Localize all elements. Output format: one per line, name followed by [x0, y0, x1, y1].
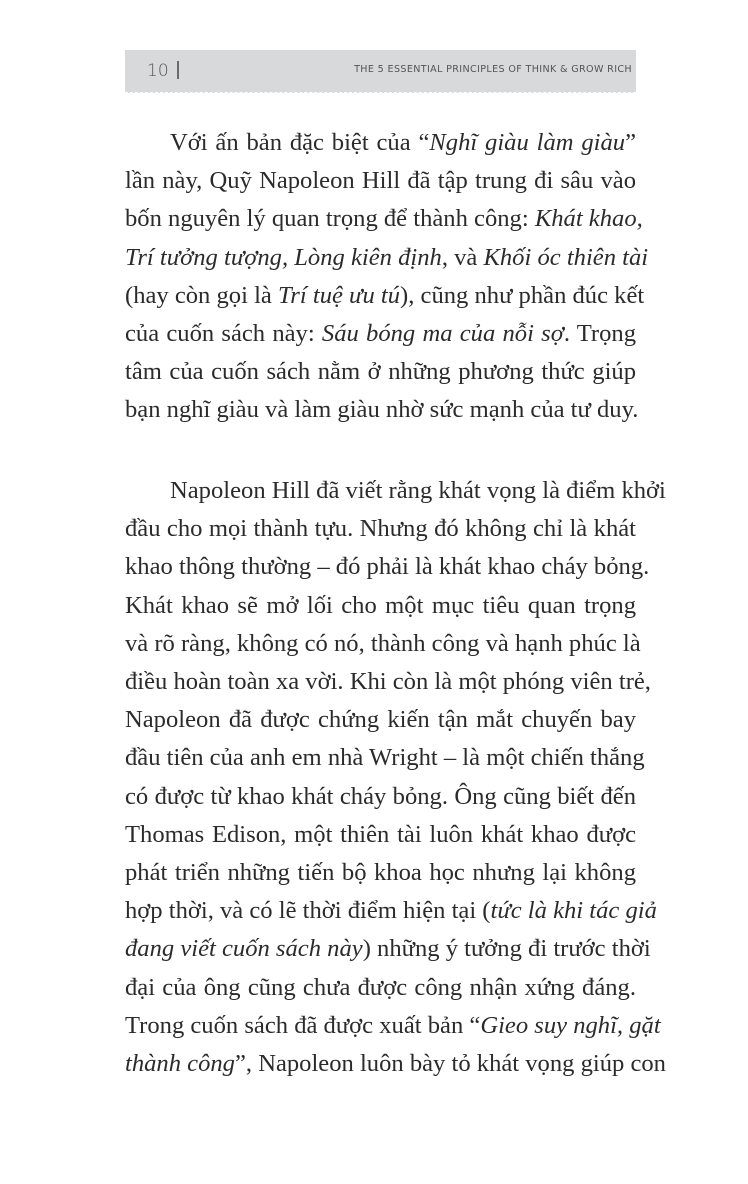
text-line — [125, 739, 645, 777]
text-line — [125, 239, 649, 277]
text-line — [125, 969, 636, 1007]
text-run: đại của ông cũng chưa được công nhận xứng đáng. — [125, 973, 636, 1001]
text-run: ) những ý tưởng đi trước thời — [362, 935, 651, 963]
text-run: (hay còn gọi là — [125, 281, 278, 309]
text-run: Khát khao sẽ mở lối cho một mục tiêu quan trọng — [125, 591, 636, 619]
text-line — [125, 854, 636, 892]
text-line — [125, 548, 650, 586]
text-run: đầu tiên của anh em nhà Wright – là một chiến thắng — [125, 744, 645, 772]
page-number: 10 — [147, 61, 169, 81]
text-line — [125, 625, 641, 663]
text-run: bốn nguyên lý quan trọng để thành công: — [125, 205, 535, 233]
text-run: phát triển những tiến bộ khoa học nhưng lại không — [125, 859, 636, 886]
text-line — [125, 391, 639, 429]
text-run: tâm của cuốn sách nằm ở những phương thức giúp — [125, 358, 636, 386]
text-run: khao thông thường – đó phải là khát khao cháy bỏng. — [125, 553, 650, 581]
italic-text: thành công — [125, 1050, 235, 1077]
italic-text: đang viết cuốn sách này — [125, 935, 363, 963]
text-run: Napoleon Hill đã viết rằng khát vọng là điểm khởi — [170, 477, 666, 504]
text-run: và rõ ràng, không có nó, thành công và hạnh phúc là — [125, 629, 641, 657]
text-run: . Trọng — [563, 320, 637, 347]
text-line — [125, 778, 636, 816]
text-run: ”, Napoleon luôn bày tỏ khát vọng giúp con — [234, 1050, 666, 1077]
text-run: ), cũng như phần đúc kết — [400, 281, 645, 309]
text-run: hợp thời, và có lẽ thời điểm hiện tại ( — [125, 897, 491, 925]
text-line — [125, 587, 636, 625]
text-run: điều hoàn toàn xa vời. Khi còn là một phóng viên trẻ, — [125, 668, 651, 695]
italic-text: Khát khao, — [534, 205, 643, 233]
text-line — [170, 124, 636, 162]
italic-text: Gieo suy nghĩ, gặt — [480, 1011, 661, 1039]
text-line — [125, 510, 636, 548]
text-line — [125, 701, 636, 739]
text-line — [125, 315, 636, 353]
running-header — [125, 50, 636, 93]
text-run: Napoleon đã được chứng kiến tận mắt chuyến bay — [125, 706, 636, 734]
text-line — [170, 472, 666, 510]
text-line — [125, 930, 651, 968]
italic-text: tức là khi tác giả — [490, 897, 657, 925]
text-line — [125, 162, 636, 200]
book-title: THE 5 ESSENTIAL PRINCIPLES OF THINK & GROW RICH — [354, 64, 632, 75]
text-line — [125, 663, 651, 701]
text-line — [125, 892, 657, 930]
text-line — [125, 1007, 661, 1045]
text-run: Thomas Edison, một thiên tài luôn khát khao được — [125, 820, 636, 848]
italic-text: Sáu bóng ma của nỗi sợ — [321, 320, 564, 347]
italic-text: Nghĩ giàu làm giàu — [429, 129, 626, 156]
text-run: lần này, Quỹ Napoleon Hill đã tập trung đi sâu vào — [125, 167, 636, 195]
text-line — [125, 1045, 666, 1083]
header-divider — [177, 61, 179, 79]
text-line — [125, 277, 645, 315]
text-run: đầu cho mọi thành tựu. Nhưng đó không chỉ là khát — [125, 515, 636, 543]
text-line — [125, 353, 636, 391]
italic-text: Trí tưởng tượng, Lòng kiên định — [125, 243, 442, 271]
italic-text: Trí tuệ ưu tú — [277, 281, 401, 309]
text-run: ” — [625, 129, 636, 156]
text-line — [125, 200, 643, 238]
text-run: bạn nghĩ giàu và làm giàu nhờ sức mạnh của tư duy. — [125, 396, 639, 424]
text-run: Với ấn bản đặc biệt của “ — [170, 129, 430, 156]
text-run: , và — [441, 243, 484, 271]
italic-text: Khối óc thiên tài — [483, 243, 649, 271]
text-run: Trong cuốn sách đã được xuất bản “ — [125, 1011, 481, 1039]
text-line — [125, 816, 636, 854]
text-run: của cuốn sách này: — [125, 320, 322, 347]
text-run: có được từ khao khát cháy bỏng. Ông cũng biết đến — [125, 782, 636, 810]
